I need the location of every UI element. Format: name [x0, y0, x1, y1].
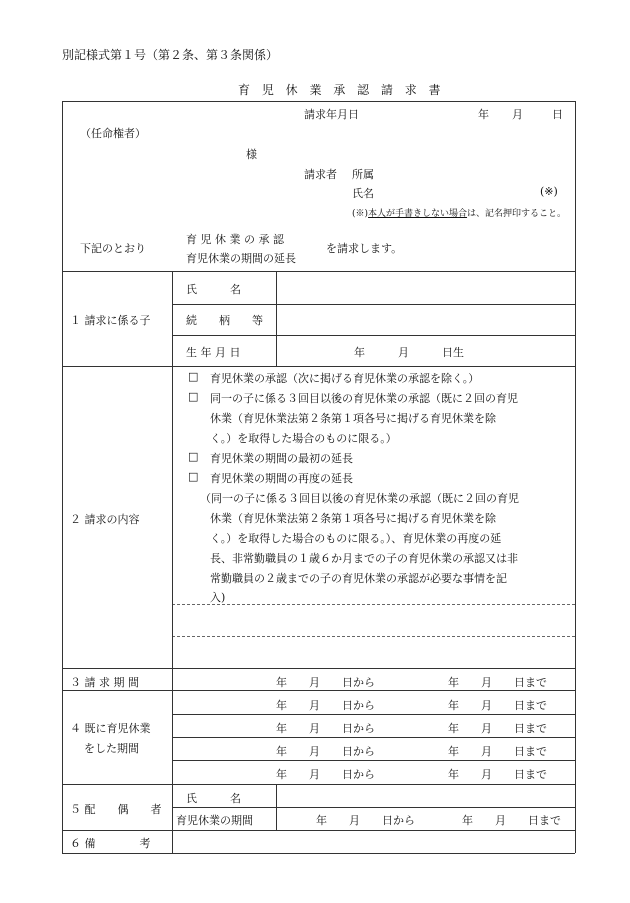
- request-option-extension: 育児休業の期間の延長: [186, 252, 296, 265]
- section-content: ２ 請求の内容: [70, 513, 140, 526]
- request-date-year: 年: [478, 108, 489, 121]
- seal-mark: (※): [540, 185, 558, 198]
- child-birth-value: 年 月 日生: [354, 346, 464, 359]
- item-third-approval-l2: 休業（育児休業法第２条第１項各号に掲げる育児休業を除: [210, 412, 496, 425]
- column-border: [276, 271, 277, 366]
- past-from: 年 月 日から: [276, 722, 375, 735]
- handwriting-note: (※)本人が手書きしない場合は、記名押印すること。: [352, 209, 567, 219]
- section-past-l2: をした期間: [84, 742, 139, 755]
- section-child: １ 請求に係る子: [70, 314, 151, 327]
- child-name-label: 氏 名: [186, 283, 241, 296]
- past-to: 年 月 日まで: [448, 745, 547, 758]
- paren-line: 入): [210, 591, 226, 604]
- item-second-extension: 育児休業の期間の再度の延長: [210, 472, 353, 485]
- past-from: 年 月 日から: [276, 768, 375, 781]
- period-from: 年 月 日から: [276, 676, 375, 689]
- column-border: [172, 271, 173, 853]
- table-left-border: [62, 101, 63, 853]
- request-lead: 下記のとおり: [80, 242, 146, 255]
- requester-label: 請求者: [304, 168, 337, 181]
- item-first-extension: 育児休業の期間の最初の延長: [210, 452, 353, 465]
- section-period: ３ 請 求 期 間: [70, 676, 139, 689]
- section-remarks: ６ 備 考: [70, 837, 151, 850]
- appointer-sama: 様: [246, 148, 257, 161]
- section-spouse: ５ 配 偶 者: [70, 803, 162, 816]
- row-border: [172, 304, 575, 305]
- past-from: 年 月 日から: [276, 699, 375, 712]
- paren-line: 休業（育児休業法第２条第１項各号に掲げる育児休業を除: [210, 512, 496, 525]
- past-to: 年 月 日まで: [448, 699, 547, 712]
- child-birth-label: 生 年 月 日: [186, 346, 241, 359]
- checkbox-first-extension[interactable]: □: [188, 450, 199, 463]
- request-date-label: 請求年月日: [304, 108, 359, 121]
- paren-line: 長、非常勤職員の１歳６か月までの子の育児休業の承認又は非: [210, 552, 518, 565]
- request-option-approval: 育 児 休 業 の 承 認: [186, 233, 284, 246]
- row-border: [172, 737, 575, 738]
- row-border: [62, 784, 575, 785]
- paren-line: （同一の子に係る３回目以後の育児休業の承認（既に２回の育児: [200, 492, 519, 505]
- row-border: [62, 271, 575, 272]
- row-border: [62, 690, 575, 691]
- dashed-line: [172, 636, 575, 637]
- checkbox-approval[interactable]: □: [188, 370, 199, 383]
- past-from: 年 月 日から: [276, 745, 375, 758]
- appointer-label: （任命権者）: [80, 127, 146, 140]
- page-title: 育 児 休 業 承 認 請 求 書: [238, 83, 445, 97]
- request-date-month: 月: [512, 108, 523, 121]
- row-border: [62, 366, 575, 367]
- paren-line: く。）を取得した場合のものに限る。）、育児休業の再度の延: [210, 532, 502, 545]
- spouse-period-to: 年 月 日まで: [462, 814, 561, 827]
- spouse-name-label: 氏 名: [186, 792, 241, 805]
- table-bottom-border: [62, 853, 575, 854]
- paren-line: 常勤職員の２歳までの子の育児休業の承認が必要な事情を記: [210, 572, 507, 585]
- checkbox-third-approval[interactable]: □: [188, 390, 199, 403]
- table-right-border: [575, 101, 576, 853]
- row-border: [172, 760, 575, 761]
- period-to: 年 月 日まで: [448, 676, 547, 689]
- checkbox-second-extension[interactable]: □: [188, 470, 199, 483]
- section-past-l1: ４ 既に育児休業: [70, 722, 151, 735]
- dashed-line: [172, 604, 575, 605]
- row-border: [62, 668, 575, 669]
- row-border: [62, 830, 575, 831]
- row-border: [172, 807, 575, 808]
- requester-affiliation: 所属: [352, 168, 374, 181]
- past-to: 年 月 日まで: [448, 768, 547, 781]
- spouse-period-from: 年 月 日から: [316, 814, 415, 827]
- item-third-approval-l3: く。）を取得した場合のものに限る。）: [210, 432, 397, 445]
- request-tail: を請求します。: [326, 242, 403, 255]
- column-border: [276, 784, 277, 830]
- request-date-day: 日: [552, 108, 563, 121]
- item-approval: 育児休業の承認（次に掲げる育児休業の承認を除く。）: [210, 372, 480, 385]
- form-number: 別記様式第１号（第２条、第３条関係）: [62, 48, 279, 62]
- item-third-approval-l1: 同一の子に係る３回目以後の育児休業の承認（既に２回の育児: [210, 392, 518, 405]
- past-to: 年 月 日まで: [448, 722, 547, 735]
- row-border: [172, 714, 575, 715]
- table-top-border: [62, 101, 575, 102]
- child-relation-label: 続 柄 等: [186, 314, 263, 327]
- spouse-period-label: 育児休業の期間: [176, 814, 253, 827]
- requester-name: 氏名: [352, 187, 374, 200]
- row-border: [172, 335, 575, 336]
